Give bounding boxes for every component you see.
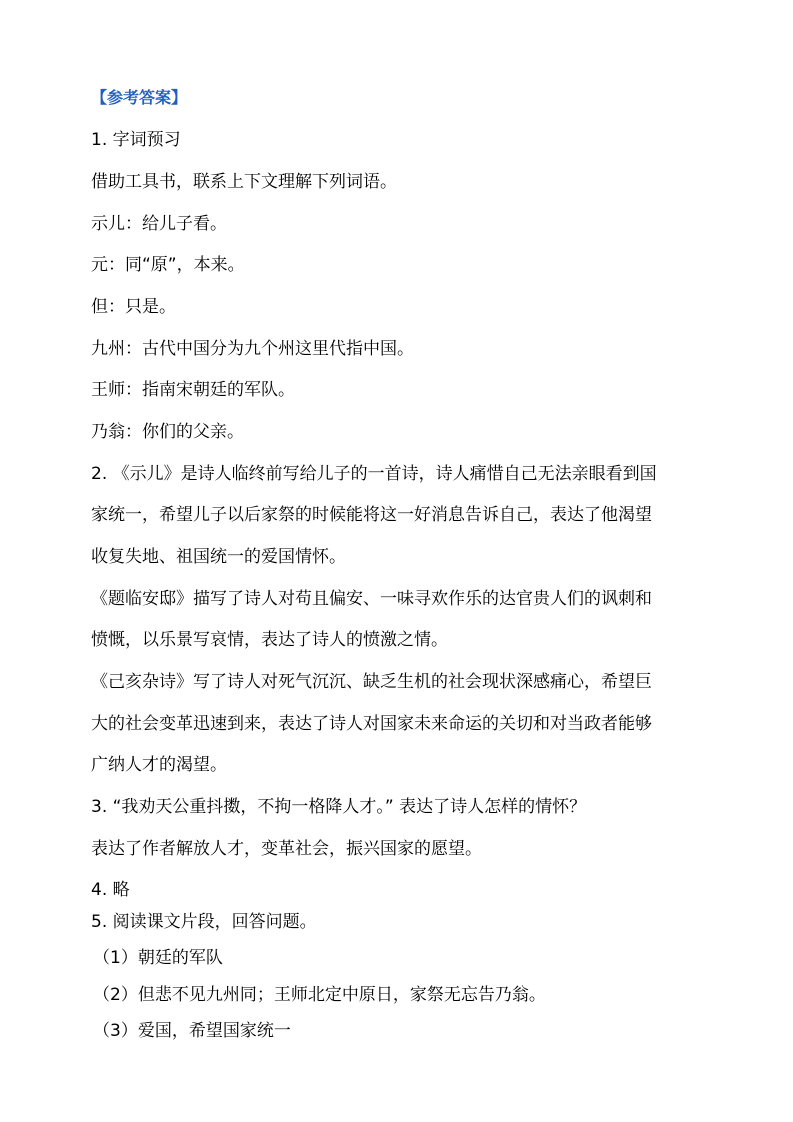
- vocab-item: 乃翁：你们的父亲。: [91, 422, 244, 442]
- q2-line: 《题临安邸》描写了诗人对苟且偏安、一味寻欢作乐的达官贵人们的讽刺和: [91, 589, 652, 609]
- q2-line: 大的社会变革迅速到来，表达了诗人对国家未来命运的关切和对当政者能够: [91, 714, 652, 734]
- q2-line: 2. 《示儿》是诗人临终前写给儿子的一首诗，诗人痛惜自己无法亲眼看到国: [91, 464, 657, 484]
- answer-heading: 【参考答案】: [91, 88, 188, 107]
- q5-answer: （2）但悲不见九州同；王师北定中原日，家祭无忘告乃翁。: [93, 985, 546, 1005]
- q3-answer: 表达了作者解放人才，变革社会，振兴国家的愿望。: [91, 839, 482, 859]
- q2-line: 收复失地、祖国统一的爱国情怀。: [91, 547, 346, 567]
- q2-line: 广纳人才的渴望。: [91, 755, 227, 775]
- q3-question: 3. “我劝天公重抖擞，不拘一格降人才。” 表达了诗人怎样的情怀？: [91, 797, 587, 817]
- vocab-item: 但：只是。: [91, 297, 176, 317]
- vocab-item: 九州：古代中国分为九个州这里代指中国。: [91, 339, 414, 359]
- vocab-item: 王师：指南宋朝廷的军队。: [91, 380, 295, 400]
- q4-answer: 4. 略: [91, 880, 130, 900]
- q2-line: 家统一，希望儿子以后家祭的时候能将这一好消息告诉自己，表达了他渴望: [91, 505, 652, 525]
- q2-line: 《己亥杂诗》写了诗人对死气沉沉、缺乏生机的社会现状深感痛心，希望巨: [91, 672, 652, 692]
- q1-title: 1. 字词预习: [91, 130, 181, 150]
- vocab-item: 示儿：给儿子看。: [91, 214, 227, 234]
- q1-instruction: 借助工具书，联系上下文理解下列词语。: [91, 172, 397, 192]
- q5-answer: （3）爱国，希望国家统一: [93, 1021, 291, 1041]
- q5-answer: （1）朝廷的军队: [93, 948, 223, 968]
- q5-title: 5. 阅读课文片段，回答问题。: [91, 912, 317, 932]
- q2-line: 愤慨，以乐景写哀情，表达了诗人的愤激之情。: [91, 630, 448, 650]
- vocab-item: 元：同“原”，本来。: [91, 255, 245, 275]
